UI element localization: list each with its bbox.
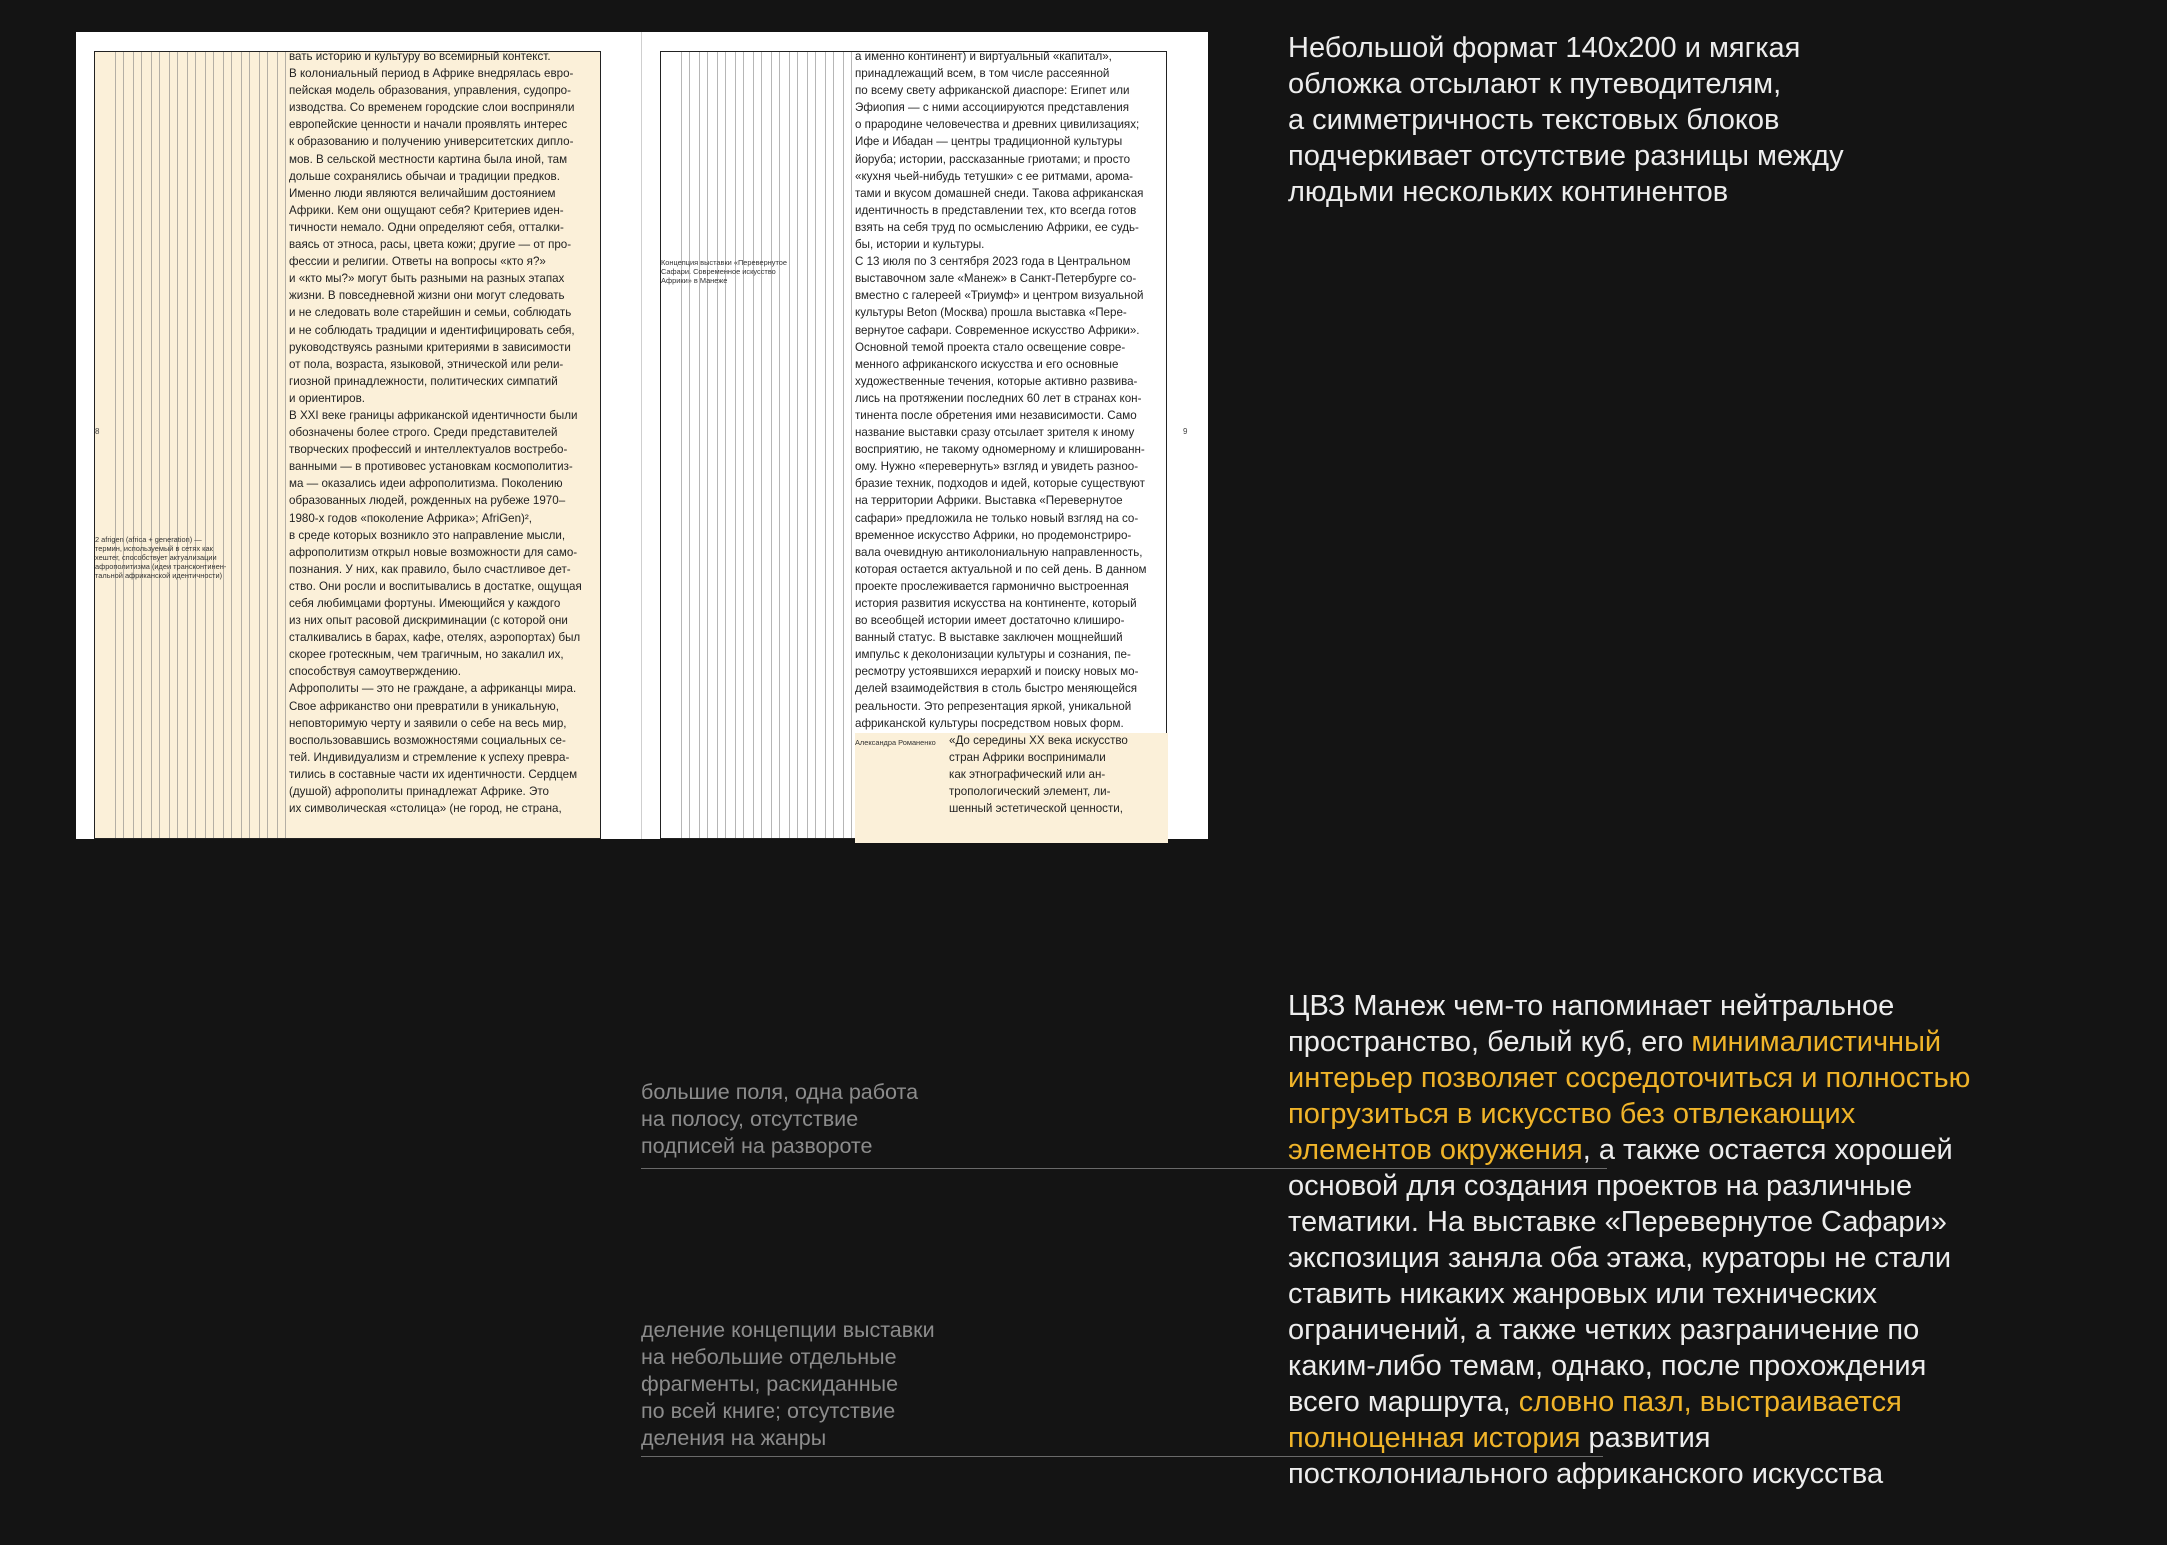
right-page — [660, 50, 1188, 839]
grid-guide-line — [771, 52, 772, 838]
grid-guide-line — [195, 52, 196, 838]
grid-guide-line — [267, 52, 268, 838]
grid-guide-line — [285, 52, 286, 838]
manege-paragraph — [1288, 988, 2128, 1492]
grid-guide-line — [797, 52, 798, 838]
note-fragments: деление концепции выставки на небольшие отдельные фрагменты, раскиданные по всей книге; отсутствие деления на жанры — [641, 1318, 935, 1450]
grid-guide-line — [689, 52, 690, 838]
right-body-text: а именно континент) и виртуальный «капитал», принадлежащий всем, в том числе рассеянной по всему свету африканской диаспоре: Египет или Эфиопия — с ними ассоциируются представления о прародине человечества и древних цивилизациях; Ифе и Ибадан — центры традиционной культуры йоруба; истории, рассказанные гриотами; и просто «кухня чьей-нибудь тетушки» с ее ритмами, арома- тами и вкусом домашней снеди. Такова африканская идентичность в представлении тех, кто всегда готов взять на себя труд по осмыслению Африки, ее судь- бы, истории и культуры. С 13 июля по 3 сентября 2023 года в Центральном выставочном зале «Манеж» в Санкт-Петербурге со- вместно с галереей «Триумф» и центром визуальной культуры Beton (Москва) прошла выставка «Пере- вернутое сафари. Современное искусство Африки». Основной темой проекта стало освещение совре- менного африканского искусства и его основные художественные течения, которые активно развива- лись на протяжении последних 60 лет в странах кон- тинента после обретения ими независимости. Само название выставки сразу отсылает зрителя к иному восприятию, не такому одномерному и клишированн- ому. Нужно «перевернуть» взгляд и увидеть разноо- бразие техник, подходов и идей, которые существуют на территории Африки. Выставка «Перевернутое сафари» предложила не только новый взгляд на со- временное искусство Африки, но продемонстриро- вала очевидную антиколониальную направленность, которая остается актуальной и по сей день. В данном проекте прослеживается гармонично выстроенная история развития искусства на континенте, который во всеобщей истории имеет достаточно клиширо- ванный статус. В выставке заключен мощнейший импульс к деколонизации культуры и сознания, пе- ресмотру устоявшихся иерархий и поиску новых мо- делей взаимодействия в столь быстро меняющейся реальности. Это репрезентация яркой, уникальной африканской культуры посредством новых форм. — [855, 50, 1147, 730]
grid-guide-line — [753, 52, 754, 838]
grid-guide-line — [851, 52, 852, 838]
grid-guide-line — [177, 52, 178, 838]
grid-guide-line — [169, 52, 170, 838]
grid-guide-line — [133, 52, 134, 838]
book-spread — [76, 32, 1208, 839]
grid-guide-line — [815, 52, 816, 838]
grid-guide-line — [779, 52, 780, 838]
grid-guide-line — [833, 52, 834, 838]
quote-author: Александра Романенко — [855, 738, 936, 747]
grid-guide-line — [213, 52, 214, 838]
grid-guide-line — [735, 52, 736, 838]
grid-guide-line — [141, 52, 142, 838]
grid-guide-line — [707, 52, 708, 838]
left-body-text: вать историю и культуру во всемирный контекст. В колониальный период в Африке внедрялась евро- пейская модель образования, управления, судопро- изводства. Со временем городские слои восприняли европейские ценности и начали проявлять интерес к образованию и получению университетских дипло- мов. В сельской местности картина была иной, там дольше сохранялись обычаи и традиции предков. Именно люди являются величайшим достоянием Африки. Кем они ощущают себя? Критериев иден- тичности немало. Одни определяют себя, отталки- ваясь от этноса, расы, цвета кожи; другие — от про- фессии и религии. Ответы на вопросы «кто я?» и «кто мы?» могут быть разными на разных этапах жизни. В повседневной жизни они могут следовать и не следовать воле старейшин и семьи, соблюдать и не соблюдать традиции и идентифицировать себя, руководствуясь разными критериями в зависимости от пола, возраста, языковой, этнической или рели- гиозной принадлежности, политических симпатий и ориентиров. В XXI веке границы африканской идентичности были обозначены более строго. Среди представителей творческих профессий и интеллектуалов востребо- ванными — в противовес установкам космополитиз- ма — оказались идеи афрополитизма. Поколению образованных людей, рожденных на рубеже 1970– 1980-х годов «поколение Африка»; AfriGen)², в среде которых возникло это направление мысли, афрополитизм открыл новые возможности для само- познания. У них, как правило, было счастливое дет- ство. Они росли и воспитывались в достатке, ощущая себя любимцами фортуны. Имеющийся у каждого из них опыт расовой дискриминации (с которой они сталкивались в барах, кафе, отелях, аэропортах) был скорее гротескным, чем трагичным, но закалил их, способствуя самоутверждению. Афрополиты — это не граждане, а африканцы мира. Свое африканство они превратили в уникальную, неповторимую черту и заявили о себе на весь мир, воспользовавшись возможностями социальных се- тей. Индивидуализм и стремление к успеху превра- тились в составные части их идентичности. Сердцем (душой) афрополиты принадлежат Африке. Это их символическая «столица» (не город, не страна, — [289, 50, 582, 816]
grid-guide-line — [241, 52, 242, 838]
grid-guide-line — [699, 52, 700, 838]
grid-guide-line — [277, 52, 278, 838]
left-sidenote: 2 afrigen (africa + generation) — термин, используемый в сетях как хештег, способствует актуализации афрополитизма (идеи трансконтинен- тальной африканской идентичности) — [95, 535, 227, 580]
grid-guide-line — [717, 52, 718, 838]
grid-guide-line — [231, 52, 232, 838]
grid-guide-line — [743, 52, 744, 838]
grid-guide-line — [223, 52, 224, 838]
paragraph-text-3: развития постколониального африканского искусства — [1288, 1422, 1884, 1490]
grid-guide-line — [825, 52, 826, 838]
grid-guide-line — [843, 52, 844, 838]
grid-guide-line — [151, 52, 152, 838]
grid-guide-line — [681, 52, 682, 838]
note-margins: большие поля, одна работа на полосу, отсутствие подписей на развороте — [641, 1080, 919, 1158]
grid-guide-line — [123, 52, 124, 838]
grid-guide-line — [725, 52, 726, 838]
grid-guide-line — [259, 52, 260, 838]
grid-guide-line — [115, 52, 116, 838]
paragraph-text-2: , а также остается хорошей основой для создания проектов на различные тематики. На выставке «Перевернутое Сафари» экспозиция заняла оба этажа, кураторы не стали ставить никаких жанровых или технических ограничений, а также четких разграничение по каким-либо темам, однако, после прохождения всего маршрута, — [1288, 1134, 1953, 1418]
right-quote: «До середины XX века искусство стран Африки воспринимали как этнографический или ан- тропологический элемент, ли- шенный эстетической ценности, — [949, 734, 1128, 816]
spread-description: Небольшой формат 140х200 и мягкая обложка отсылают к путеводителям, а симметричность текстовых блоков подчеркивает отсутствие разницы между людьми нескольких континентов — [1288, 32, 1844, 208]
highlight-puzzle: словно пазл, выстраивается полноценная история — [1288, 1386, 1902, 1454]
grid-guide-line — [761, 52, 762, 838]
highlight-interior: минималистичный интерьер позволяет сосредоточиться и полностью погрузиться в искусство без отвлекающих элементов окружения — [1288, 1026, 1971, 1166]
right-caption: Концепция выставки «Перевернутое Сафари. Современное искусство Африки» в Манеже — [661, 258, 787, 285]
left-page-number: 8 — [95, 427, 100, 436]
grid-guide-line — [807, 52, 808, 838]
right-page-number: 9 — [1183, 427, 1188, 436]
grid-guide-line — [789, 52, 790, 838]
paragraph-text-1: ЦВЗ Манеж чем-то напоминает нейтральное пространство, белый куб, его — [1288, 990, 1895, 1058]
grid-guide-line — [205, 52, 206, 838]
grid-guide-line — [249, 52, 250, 838]
left-page — [94, 51, 601, 839]
grid-guide-line — [187, 52, 188, 838]
spread-fold — [641, 32, 642, 839]
grid-guide-line — [159, 52, 160, 838]
